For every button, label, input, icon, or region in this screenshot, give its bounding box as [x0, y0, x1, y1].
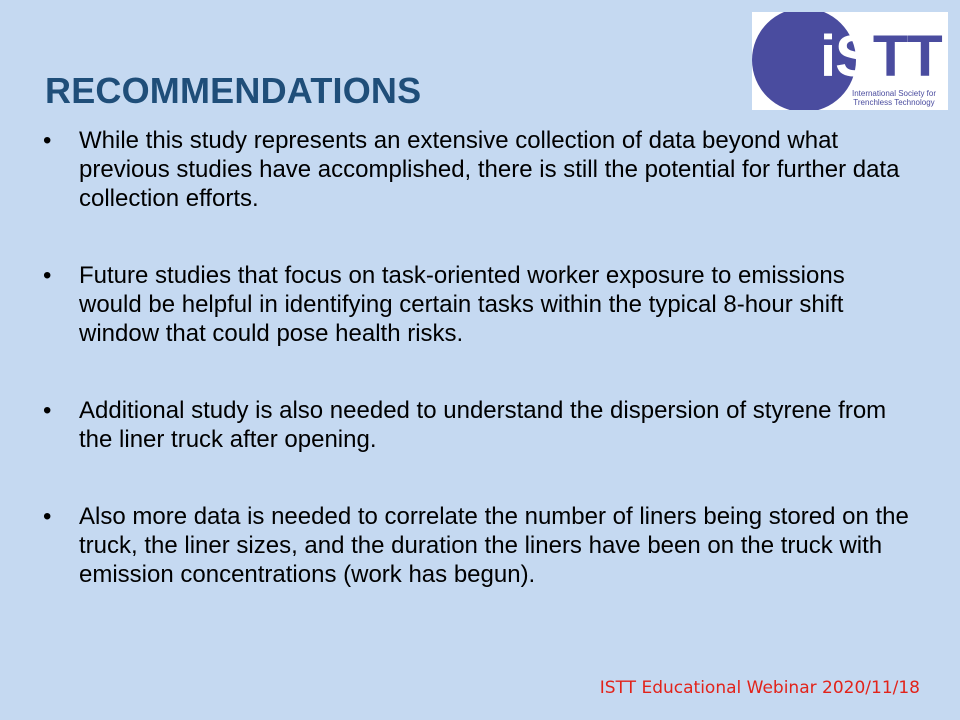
logo-letter-i: i	[820, 24, 836, 89]
bullet-icon: •	[43, 262, 52, 289]
bullet-icon: •	[43, 503, 52, 530]
bullet-icon: •	[43, 397, 52, 424]
list-item	[40, 126, 910, 213]
logo-tagline	[842, 89, 946, 107]
slide-title: RECOMMENDATIONS	[45, 70, 422, 111]
logo-tagline-line2: Trenchless Technology	[853, 98, 935, 107]
list-item	[40, 396, 910, 454]
bullet-text: While this study represents an extensive collection of data beyond what previous studies have accomplished, there is still the potential for further data collection efforts.	[79, 127, 900, 212]
logo-letters-tt: TT	[872, 24, 942, 89]
footer-webinar-label: ISTT Educational Webinar 2020/11/18	[599, 678, 920, 698]
logo-letter-s: S	[835, 24, 873, 89]
bullet-text: Future studies that focus on task-oriented worker exposure to emissions would be helpful in identifying certain tasks within the typical 8-hour shift window that could pose health risks.	[79, 262, 845, 347]
istt-logo	[752, 12, 948, 110]
logo-tagline-line1: International Society for	[851, 89, 937, 98]
list-item	[40, 502, 910, 589]
bullet-icon: •	[43, 127, 52, 154]
recommendations-list	[40, 126, 910, 589]
list-item	[40, 261, 910, 348]
bullet-text: Also more data is needed to correlate the number of liners being stored on the truck, the liner sizes, and the duration the liners have been on the truck with emission concentrations (work has begun).	[79, 503, 909, 588]
logo-lettering	[820, 24, 942, 89]
bullet-text: Additional study is also needed to understand the dispersion of styrene from the liner truck after opening.	[79, 397, 887, 453]
